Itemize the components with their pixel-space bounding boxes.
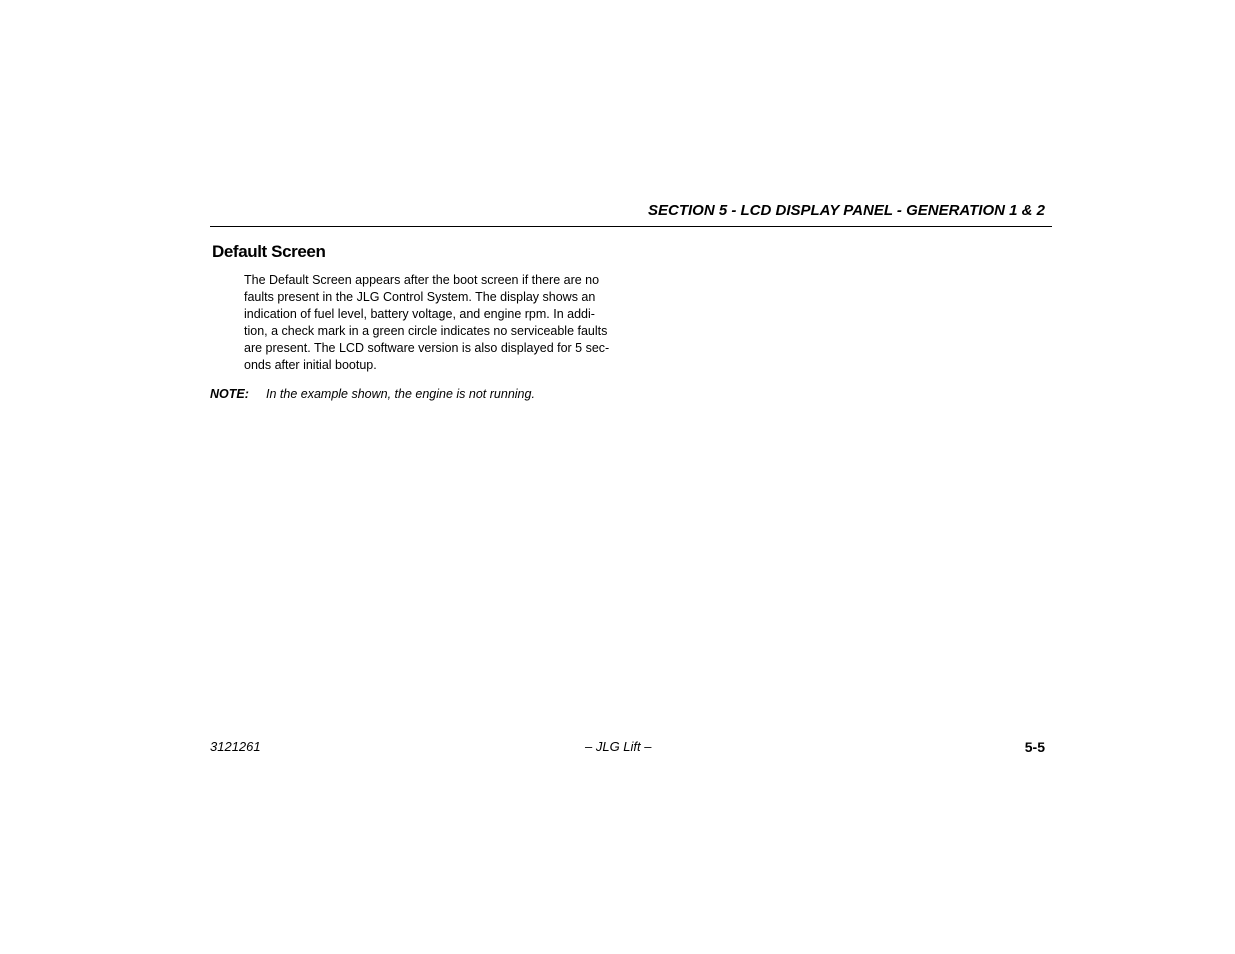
page-number: 5-5 (1024, 739, 1045, 755)
section-title: SECTION 5 - LCD DISPLAY PANEL - GENERATION 1 & 2 (648, 202, 1045, 219)
note-label: NOTE: (210, 387, 249, 401)
paragraph-line: tion, a check mark in a green circle indicates no serviceable faults (244, 324, 608, 338)
paragraph-line: onds after initial bootup. (244, 358, 377, 372)
body-paragraph (244, 272, 634, 374)
document-number: 3121261 (210, 739, 261, 754)
paragraph-line: The Default Screen appears after the boot screen if there are no (244, 273, 600, 287)
page-heading: Default Screen (212, 242, 326, 261)
footer-brand: – JLG Lift – (585, 739, 652, 754)
paragraph-line: are present. The LCD software version is also displayed for 5 sec- (244, 341, 610, 355)
note-text: In the example shown, the engine is not running. (266, 387, 535, 401)
paragraph-line: indication of fuel level, battery voltage, and engine rpm. In addi- (244, 307, 595, 321)
note (210, 387, 535, 401)
paragraph-line: faults present in the JLG Control System. The display shows an (244, 290, 596, 304)
header-divider (210, 226, 1052, 227)
